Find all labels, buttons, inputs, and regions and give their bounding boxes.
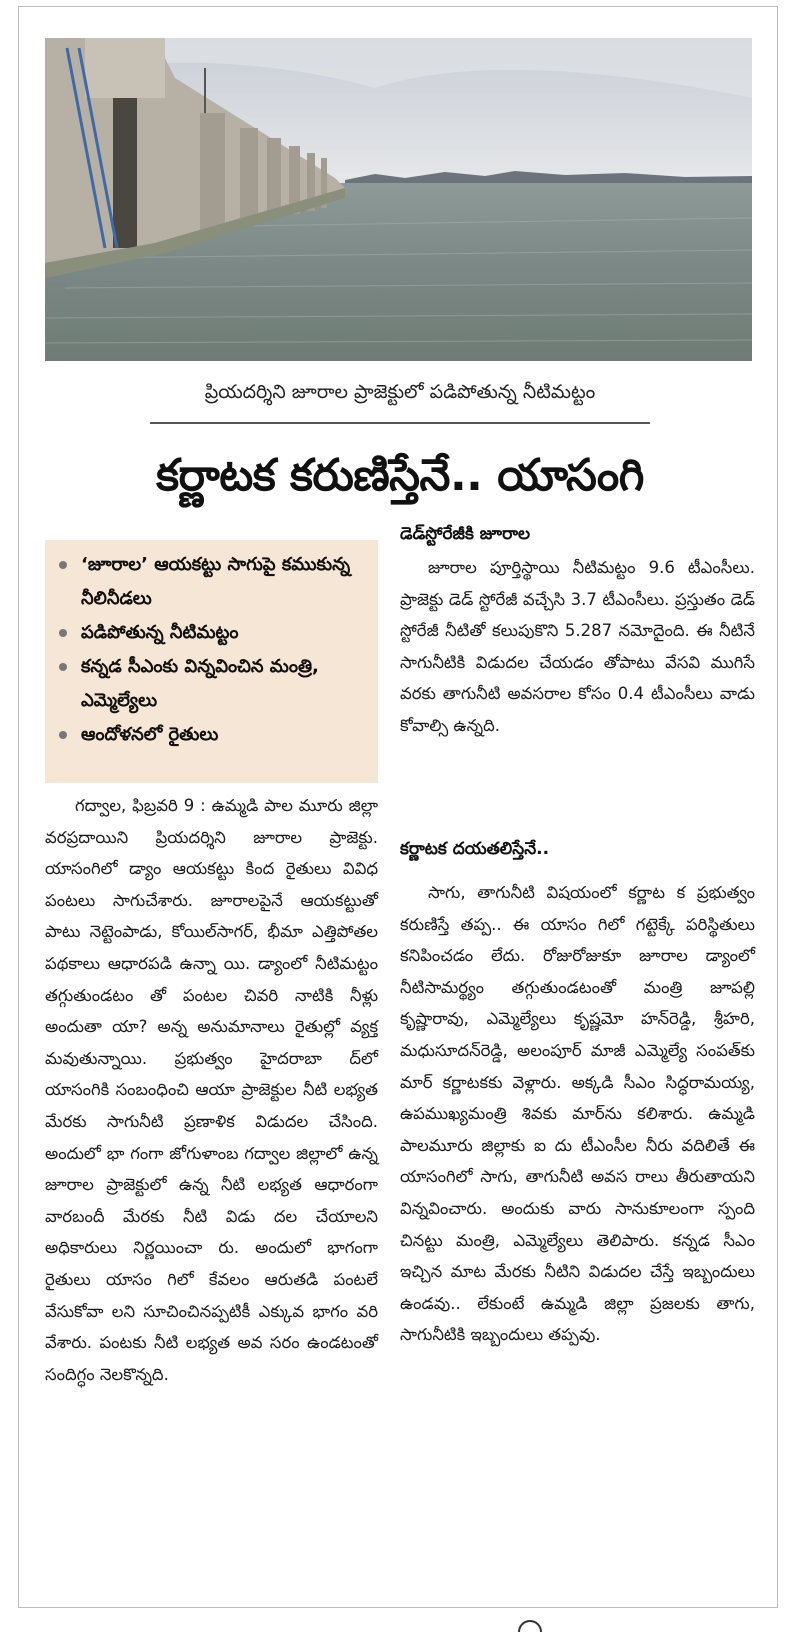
section-heading-dead-storage: డెడ్‌స్టోరేజీకి జూరాల [400,524,531,544]
highlight-item [59,616,368,650]
dam-reservoir-photo [45,38,752,361]
caption-divider [150,422,650,424]
photo-caption: ప్రియదర్శిని జూరాల ప్రాజెక్టులో పడిపోతున్న నీటిమట్టం [204,381,596,403]
bullet-icon [59,663,67,671]
highlight-item [59,718,368,752]
page-corner-mark [518,1620,542,1632]
highlight-text: పడిపోతున్న నీటిమట్టం [81,622,239,643]
highlights-box [45,540,378,783]
body-paragraph: సాగు, తాగునీటి విషయంలో కర్ణాట క ప్రభుత్వం కరుణిస్తే తప్ప.. ఈ యాసం గిలో గట్టెక్కే పరిస్థితులు కనిపించడం లేదు. రోజురోజుకూ జూరాల డ్యాంలో నీటిసామర్థ్యం తగ్గుతుండటంతో మంత్రి జూపల్లి కృష్ణారావు, ఎమ్మెల్యేలు కృష్ణమో హన్‌రెడ్డి, శ్రీహరి, మధుసూదన్‌రెడ్డి, అలంపూర్ మాజీ ఎమ్మెల్యే సంపత్‌కు మార్ కర్ణాటకకు వెళ్లారు. అక్కడి సీఎం సిద్ధరామయ్య, ఉపముఖ్యమంత్రి శివకు మార్‌ను కలిశారు. ఉమ్మడి పాలమూరు జిల్లాకు ఐ దు టీఎంసీల నీరు వదిలితే ఈ యాసంగిలో సాగు, తాగునీటి అవస రాలు తీరుతాయని విన్నవించారు. అందుకు వారు సానుకూలంగా స్పంది చినట్టు మంత్రి, ఎమ్మెల్యేలు తెలిపారు. కన్నడ సీఎం ఇచ్చిన మాట మేరకు నీటిని విడుదల చేస్తే ఇబ్బందులు ఉండవు.. లేకుంటే ఉమ్మడి జిల్లా ప్రజలకు తాగు, సాగునీటికి ఇబ్బందులు తప్పవు. [400,883,755,1345]
right-column-body-2 [400,877,755,1351]
body-paragraph: గద్వాల, ఫిబ్రవరి 9 : ఉమ్మడి పాల మూరు జిల్లా వరప్రదాయిని ప్రియదర్శిని జూరాల ప్రాజెక్టు. యాసంగిలో డ్యాం ఆయకట్టు కింద రైతులు వివిధ పంటలు సాగుచేశారు. జూరాలపైనే ఆయకట్టుతో పాటు నెట్టెంపాడు, కోయిల్‌సాగర్, భీమా ఎత్తిపోతల పథకాలు ఆధారపడి ఉన్నా యి. డ్యాంలో నీటిమట్టం తగ్గుతుండటం తో పంటల చివరి నాటికి నీళ్లు అందుతా యా? అన్న అనుమానాలు రైతుల్లో వ్యక్త మవుతున్నాయి. ప్రభుత్వం హైదరాబా ద్‌లో యాసంగికి సంబంధించి ఆయా ప్రాజెక్టుల నీటి లభ్యత మేరకు సాగునీటి ప్రణాళిక విడుదల చేసింది. అందులో భా గంగా జోగుళాంబ గద్వాల జిల్లాలో ఉన్న జూరాల ప్రాజెక్టులో ఉన్న నీటి లభ్యత ఆధారంగా వారబందీ మేరకు నీటి విడు దల చేయాలని అధికారులు నిర్ణయించా రు. అందులో భాగంగా రైతులు యాసం గిలో కేవలం ఆరుతడి పంటలే వేసుకోవా లని సూచించినప్పటికీ ఎక్కువ భాగం వరి వేశారు. పంటకు నీటి లభ్యత అవ సరం ఉండటంతో సందిగ్ధం నెలకొన్నది. [45,796,378,1384]
highlight-text: ‘జూరాల’ ఆయకట్టు సాగుపై కముకున్న నీలినీడలు [81,554,351,609]
bullet-icon [59,731,67,739]
section-heading-karnataka: కర్ణాటక దయతలిస్తేనే.. [400,839,550,859]
right-column-body-1 [400,552,755,742]
highlight-text: కన్నడ సీఎంకు విన్నవించిన మంత్రి, ఎమ్మెల్యేలు [81,656,319,711]
bullet-icon [59,629,67,637]
left-column-body [45,790,378,1390]
highlight-item [59,650,368,718]
body-paragraph: జూరాల పూర్తిస్థాయి నీటిమట్టం 9.6 టీఎంసీలు. ప్రాజెక్టు డెడ్ స్టోరేజీ వచ్చేసి 3.7 టీఎంసీలు. ప్రస్తుతం డెడ్ స్టోరేజీ నీటితో కలుపుకొని 5.287 నమోదైంది. ఈ నీటినే సాగునీటికి విడుదల చేయడం తోపాటు వేసవి ముగిసే వరకు తాగునీటి అవసరాల కోసం 0.4 టీఎంసీలు వాడు కోవాల్సి ఉన్నది. [400,558,755,735]
article-headline: కర్ణాటక కరుణిస్తేనే.. యాసంగి [156,450,644,501]
bullet-icon [59,561,67,569]
highlight-item [59,548,368,616]
highlight-text: ఆందోళనలో రైతులు [81,724,219,745]
